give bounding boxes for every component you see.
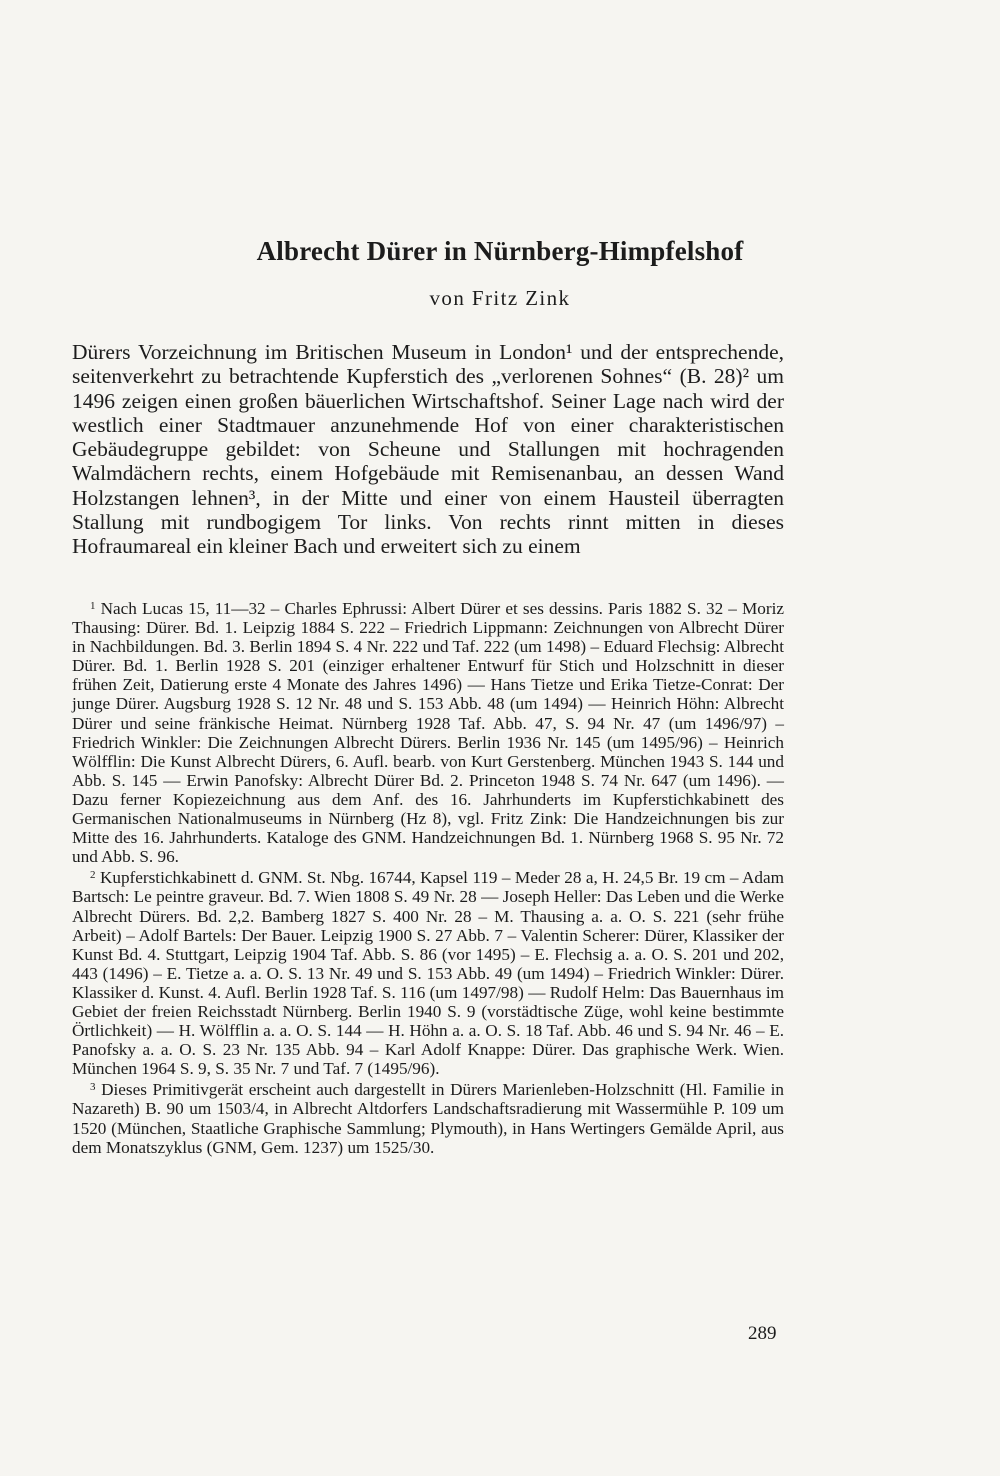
footnote-3 [72,1078,784,1156]
article-title: Albrecht Dürer in Nürnberg-Himpfelshof [256,236,744,266]
footnotes [72,597,784,1157]
footnote-mark: 3 [90,1081,96,1094]
footnote-text: Kupferstichkabinett d. GNM. St. Nbg. 16744, Kapsel 119 – Meder 28 a, H. 24,5 Br. 19 cm – Adam Bartsch: Le peintre graveur. Bd. 7. Wien 1808 S. 49 Nr. 28 — Joseph Heller: Das Leben und die Werke Albrecht Dürers. Bd. 2,2. Bamberg 1827 S. 400 Nr. 28 – M. Thausing a. a. O. S. 221 (sehr frühe Arbeit) – Adolf Bartels: Der Bauer. Leipzig 1900 S. 27 Abb. 7 – Valentin Scherer: Dürer, Klassiker der Kunst Bd. 4. Stuttgart, Leipzig 1904 Taf. Abb. S. 86 (vor 1495) – E. Flechsig a. a. O. S. 201 und 202, 443 (1496) – E. Tietze a. a. O. S. 13 Nr. 49 und S. 153 Abb. 49 (um 1494) – Friedrich Winkler: Dürer. Klassiker d. Kunst. 4. Aufl. Berlin 1928 Taf. S. 116 (um 1497/98) — Rudolf Helm: Das Bauernhaus im Gebiet der freien Reichsstadt Nürnberg. Berlin 1940 S. 9 (vorstädtische Züge, wohl keine bestimmte Örtlichkeit) — H. Wölfflin a. a. O. S. 144 — H. Höhn a. a. O. S. 18 Taf. Abb. 46 und S. 94 Nr. 46 – E. Panofsky a. a. O. S. 23 Nr. 135 Abb. 94 – Karl Adolf Knappe: Dürer. Das graphische Werk. Wien. München 1964 S. 9, S. 35 Nr. 7 und Taf. 7 (1495/96). [72,868,784,1079]
body-paragraph: Dürers Vorzeichnung im Britischen Museum in London¹ und der entsprechende, seitenverkehrt zu betrachtende Kupferstich des „verlorenen Sohnes“ (B. 28)² um 1496 zeigen einen großen bäuerlichen Wirtschaftshof. Seiner Lage nach wird der westlich einer Stadtmauer anzunehmende Hof von einer charakteristischen Gebäudegruppe gebildet: von Scheune und Stallungen mit hochragenden Walmdächern rechts, einem Hofgebäude mit Remisenanbau, an dessen Wand Holzstangen lehnen³, in der Mitte und einer von einem Hausteil überragten Stallung mit rundbogigem Tor links. Von rechts rinnt mitten in dieses Hofraumareal ein kleiner Bach und erweitert sich zu einem [72,340,784,559]
footnote-1 [72,597,784,866]
footnote-text: Dieses Primitivgerät erscheint auch dargestellt in Dürers Marienleben-Holzschnitt (Hl. Familie in Nazareth) B. 90 um 1503/4, in Albrecht Altdorfers Landschaftsradierung mit Wassermühle P. 109 um 1520 (München, Staatliche Graphische Sammlung; Plymouth), in Hans Wertingers Gemälde April, aus dem Monatszyklus (GNM, Gem. 1237) um 1525/30. [72,1080,784,1157]
footnote-text: Nach Lucas 15, 11—32 – Charles Ephrussi: Albert Dürer et ses dessins. Paris 1882 S. 32 – Moriz Thausing: Dürer. Bd. 1. Leipzig 1884 S. 222 – Friedrich Lippmann: Zeichnungen von Albrecht Dürer in Nachbildungen. Bd. 3. Berlin 1894 S. 4 Nr. 222 und Taf. 222 (um 1498) – Eduard Flechsig: Albrecht Dürer. Bd. 1. Berlin 1928 S. 201 (einziger erhaltener Entwurf für Stich und Holzschnitt in dieser frühen Zeit, Datierung erste 4 Monate des Jahres 1496) — Hans Tietze und Erika Tietze-Conrat: Der junge Dürer. Augsburg 1928 S. 12 Nr. 48 und S. 153 Abb. 48 (um 1494) — Heinrich Höhn: Albrecht Dürer und seine fränkische Heimat. Nürnberg 1928 Taf. Abb. 47, S. 94 Nr. 47 (um 1496/97) – Friedrich Winkler: Die Zeichnungen Albrecht Dürers. Berlin 1936 Nr. 145 (um 1495/96) – Heinrich Wölfflin: Die Kunst Albrecht Dürers, 6. Aufl. bearb. von Kurt Gerstenberg. München 1943 S. 144 und Abb. S. 145 — Erwin Panofsky: Albrecht Dürer Bd. 2. Princeton 1948 S. 74 Nr. 647 (um 1496). — Dazu ferner Kopiezeichnung aus dem Anf. des 16. Jahrhunderts im Kupferstichkabinett des Germanischen Nationalmuseums in Nürnberg (Hz 8), vgl. Fritz Zink: Die Handzeichnungen bis zur Mitte des 16. Jahrhunderts. Kataloge des GNM. Handzeichnungen Bd. 1. Nürnberg 1968 S. 95 Nr. 72 und Abb. S. 96. [72,599,784,867]
page-number: 289 [748,1323,777,1344]
article-author: von Fritz Zink [429,286,571,310]
footnote-mark: 1 [90,600,96,612]
footnote-2 [72,866,784,1078]
footnote-mark: 2 [90,869,96,882]
